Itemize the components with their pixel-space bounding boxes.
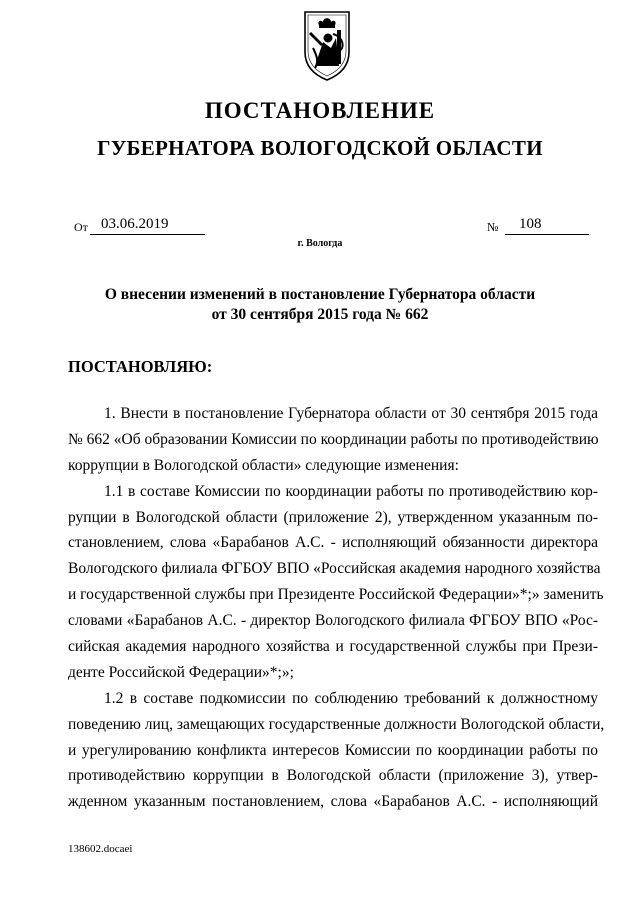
document-title: ПОСТАНОВЛЕНИЕ [204, 98, 436, 123]
body-line: и урегулированию конфликта интересов Комиссии по координации работы по [68, 741, 598, 759]
body-line: противодействию коррупции в Вологодской области (приложение 3), утвер- [68, 767, 598, 785]
number-value: 108 [519, 216, 542, 232]
body-line: Вологодского филиала ФГБОУ ВПО «Российская академия народного хозяйства [68, 560, 601, 578]
subject-line: О внесении изменений в постановление Губернатора области [104, 286, 536, 303]
number-field [505, 218, 589, 235]
date-prefix: От [74, 220, 88, 234]
document-issuer: ГУБЕРНАТОРА ВОЛОГОДСКОЙ ОБЛАСТИ [97, 136, 543, 160]
city: г. Вологда [297, 238, 343, 249]
body-line: коррупции в Вологодской области» следующие изменения: [68, 456, 459, 474]
body-line: денте Российской Федерации»*;»; [68, 663, 294, 681]
document-body [68, 401, 605, 815]
body-line: 1.1 в составе Комиссии по координации работы по противодействию кор- [104, 482, 598, 500]
body-line: № 662 «Об образовании Комиссии по координации работы по противодействию [68, 430, 599, 448]
body-line: поведению лиц, замещающих государственные должности Вологодской области, [68, 715, 605, 733]
body-line: становлением, слова «Барабанов А.С. - исполняющий обязанности директора [68, 534, 598, 552]
body-line: сийская академия народного хозяйства и государственной службы при Прези- [68, 638, 598, 656]
body-line: 1.2 в составе подкомиссии по соблюдению требований к должностному [104, 689, 598, 707]
date-value: 03.06.2019 [101, 216, 169, 232]
body-line: рупции в Вологодской области (приложение 2), утвержденном указанным по- [68, 508, 598, 526]
date-field [90, 218, 205, 235]
document-subject [60, 285, 580, 325]
body-line: и государственной службы при Президенте Российской Федерации»*;» заменить [68, 586, 604, 604]
coat-of-arms-icon [301, 8, 353, 82]
body-line: жденном указанным постановлением, слова «Барабанов А.С. - исполняющий [68, 793, 598, 811]
body-line: словами «Барабанов А.С. - директор Вологодского филиала ФГБОУ ВПО «Рос- [68, 612, 598, 630]
decree-heading: ПОСТАНОВЛЯЮ: [68, 357, 213, 376]
body-line: 1. Внести в постановление Губернатора области от 30 сентября 2015 года [104, 405, 598, 422]
subject-line: от 30 сентября 2015 года № 662 [211, 306, 429, 323]
file-reference: 138602.docaei [68, 843, 133, 855]
number-prefix: № [487, 220, 499, 234]
